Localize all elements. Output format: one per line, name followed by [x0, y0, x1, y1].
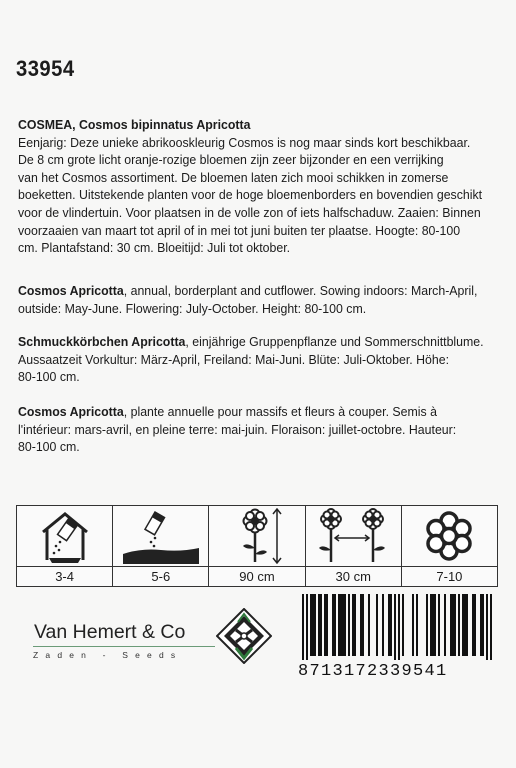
name-german: Schmuckkörbchen Apricotta	[18, 334, 186, 349]
barcode-bar	[482, 594, 484, 656]
barcode-bar	[352, 594, 354, 656]
flowering-icon	[402, 506, 497, 567]
text-line: boeketten. Uitstekende planten voor de hoge bloemenborders en bovendien geschikt	[18, 187, 483, 203]
icon-cell-indoor-sowing	[17, 506, 113, 586]
text-fragment: , annual, borderplant and cutflower. Sowing indoors: March-April,	[123, 283, 478, 298]
barcode-bar	[368, 594, 370, 656]
barcode-bar	[344, 594, 346, 656]
text-line: voorzaaien van maart tot april of in mei tot juni buiten ter plaatse. Hoogte: 80-100	[18, 222, 461, 238]
barcode-number: 8713172339541	[298, 662, 448, 681]
name-english: Cosmos Apricotta	[18, 283, 124, 298]
barcode-bar	[320, 594, 322, 656]
barcode-bar	[472, 594, 474, 656]
plant-height-icon	[209, 506, 304, 567]
name-french: Cosmos Apricotta	[18, 404, 124, 419]
barcode-bar	[388, 594, 390, 656]
barcode-bar	[318, 594, 320, 656]
barcode-bar	[458, 594, 460, 656]
text-line: voor de vlindertuin. Voor plaatsen in de volle zon of iets halfschaduw. Zaaien: Binnen	[18, 204, 481, 220]
barcode-bar	[480, 594, 482, 656]
barcode-bar	[324, 594, 326, 656]
barcode-bar	[390, 594, 392, 656]
barcode-bar	[434, 594, 436, 656]
barcode-bar	[450, 594, 452, 656]
icon-label: 7-10	[436, 569, 463, 584]
barcode-bar	[360, 594, 362, 656]
barcode-bar	[314, 594, 316, 656]
icon-cell-plant-height	[209, 506, 305, 586]
barcode-bar	[312, 594, 314, 656]
barcode-bar	[416, 594, 418, 656]
title-dutch: COSMEA, Cosmos bipinnatus Apricotta	[18, 117, 251, 132]
sowing-info-icons	[16, 505, 498, 587]
barcode-bar	[326, 594, 328, 656]
barcode-bar	[452, 594, 454, 656]
barcode-bar	[340, 594, 342, 656]
barcode-bar	[348, 594, 350, 656]
barcode-bar	[394, 594, 396, 660]
text-line	[18, 333, 500, 351]
icon-label: 5-6	[151, 569, 171, 584]
barcode-bar	[382, 594, 384, 656]
text-fragment: , einjährige Gruppenpflanze und Sommerschnittblume.	[185, 334, 484, 349]
text-line: Eenjarig: Deze unieke abrikooskleurig Cosmos is nog maar sinds kort beschikbaar.	[18, 134, 471, 150]
barcode-bar	[474, 594, 476, 656]
barcode-bar	[310, 594, 312, 656]
brand-logo-icon	[216, 608, 272, 664]
barcode-bar	[426, 594, 428, 656]
text-line: Aussaatzeit Vorkultur: März-April, Freiland: Mai-Juni. Blüte: Juli-Oktober. Höhe:	[18, 351, 450, 367]
indoor-sowing-icon	[17, 506, 112, 567]
text-line: 80-100 cm.	[18, 369, 80, 385]
barcode-bar	[402, 594, 404, 656]
barcode-bar	[306, 594, 308, 660]
text-line: cm. Plantafstand: 30 cm. Bloeitijd: Juli tot oktober.	[18, 240, 291, 256]
description-french	[18, 403, 500, 456]
barcode-icon	[298, 594, 500, 660]
barcode-bar	[454, 594, 456, 656]
barcode-bar	[334, 594, 336, 656]
barcode-bar	[376, 594, 378, 656]
brand-tagline: Zaden - Seeds	[33, 650, 183, 660]
barcode-bar	[462, 594, 464, 656]
barcode-bar	[342, 594, 344, 656]
barcode-bar	[444, 594, 446, 656]
text-line	[18, 282, 500, 300]
icon-cell-outdoor-sowing	[113, 506, 209, 586]
text-line: l'intérieur: mars-avril, en pleine terre: mai-juin. Floraison: juillet-octobre. Hauteur:	[18, 421, 457, 437]
product-code: 33954	[16, 56, 75, 81]
barcode-bar	[430, 594, 432, 656]
barcode-bar	[398, 594, 400, 660]
outdoor-sowing-icon	[113, 506, 208, 567]
barcode-bar	[332, 594, 334, 656]
barcode-bar	[490, 594, 492, 660]
brand-name: Van Hemert & Co	[34, 621, 186, 643]
brand-divider	[33, 646, 215, 647]
description-english	[18, 282, 500, 317]
barcode-bar	[438, 594, 440, 656]
barcode-bar	[338, 594, 340, 656]
text-line	[18, 403, 500, 421]
barcode-bar	[486, 594, 488, 660]
text-line: 80-100 cm.	[18, 439, 80, 455]
icon-cell-plant-spacing	[306, 506, 402, 586]
icon-label: 90 cm	[239, 569, 275, 584]
barcode-bar	[466, 594, 468, 656]
description-german	[18, 333, 500, 386]
icon-cell-flowering	[402, 506, 497, 586]
barcode-bar	[412, 594, 414, 656]
barcode-bar	[432, 594, 434, 656]
barcode-bar	[464, 594, 466, 656]
barcode-bar	[354, 594, 356, 656]
text-line: outside: May-June. Flowering: July-October. Height: 80-100 cm.	[18, 300, 367, 316]
text-line: van het Cosmos assortiment. De bloemen laten zich mooi schikken in zomerse	[18, 169, 449, 185]
description-dutch	[18, 116, 500, 257]
icon-label: 30 cm	[335, 569, 371, 584]
barcode-bar	[362, 594, 364, 656]
text-fragment: , plante annuelle pour massifs et fleurs à couper. Semis à	[123, 404, 437, 419]
plant-spacing-icon	[306, 506, 401, 567]
barcode-bar	[302, 594, 304, 660]
text-line: De 8 cm grote licht oranje-rozige bloemen zijn zeer bijzonder en een verrijking	[18, 152, 444, 168]
icon-label: 3-4	[55, 569, 74, 584]
